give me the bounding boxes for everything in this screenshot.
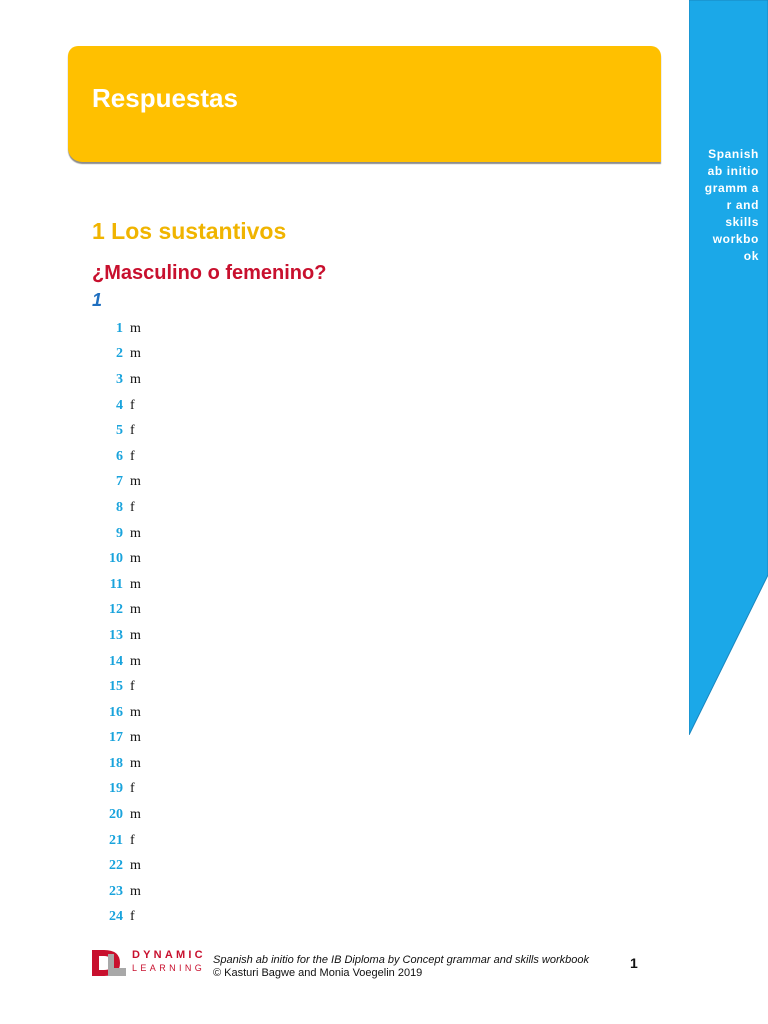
ribbon-line: r and bbox=[726, 198, 759, 212]
answer-row bbox=[100, 674, 300, 700]
answer-number: 4 bbox=[116, 397, 123, 413]
ribbon-shape bbox=[689, 0, 768, 735]
exercise-number: 1 bbox=[92, 290, 103, 310]
ribbon-line: ok bbox=[743, 249, 759, 263]
answer-row bbox=[100, 342, 300, 368]
answer-row bbox=[100, 879, 300, 905]
answer-row bbox=[100, 316, 300, 342]
answer-value: f bbox=[130, 781, 135, 797]
answer-number: 20 bbox=[109, 807, 123, 823]
answer-value: m bbox=[130, 704, 141, 720]
side-ribbon bbox=[689, 0, 768, 735]
answer-value: f bbox=[130, 832, 135, 848]
answer-value: m bbox=[130, 371, 141, 387]
answer-value: f bbox=[130, 397, 135, 413]
answer-number: 22 bbox=[109, 858, 123, 874]
answer-value: m bbox=[130, 602, 141, 618]
answer-row bbox=[100, 367, 300, 393]
answer-row bbox=[100, 802, 300, 828]
answer-number: 8 bbox=[116, 499, 123, 515]
answer-number: 24 bbox=[109, 909, 123, 925]
answer-value: m bbox=[130, 755, 141, 771]
answer-value: f bbox=[130, 909, 135, 925]
answer-value: m bbox=[130, 346, 141, 362]
answer-number: 17 bbox=[109, 730, 123, 746]
logo-word-dynamic: DYNAMIC bbox=[132, 949, 206, 961]
answer-row bbox=[100, 470, 300, 496]
ribbon-line: skills bbox=[725, 215, 759, 229]
answer-row bbox=[100, 623, 300, 649]
answer-number: 15 bbox=[109, 679, 123, 695]
answer-row bbox=[100, 444, 300, 470]
answer-row bbox=[100, 546, 300, 572]
answer-value: f bbox=[130, 423, 135, 439]
answer-number: 1 bbox=[116, 320, 123, 336]
answer-row bbox=[100, 853, 300, 879]
answer-value: f bbox=[130, 448, 135, 464]
answer-value: m bbox=[130, 551, 141, 567]
answer-value: m bbox=[130, 627, 141, 643]
answer-value: m bbox=[130, 858, 141, 874]
answer-number: 21 bbox=[109, 832, 123, 848]
ribbon-line: ab initio bbox=[707, 164, 759, 178]
answer-number: 10 bbox=[109, 551, 123, 567]
answer-number: 19 bbox=[109, 781, 123, 797]
answer-number: 11 bbox=[109, 576, 123, 592]
section-subtitle: ¿Masculino o femenino? bbox=[92, 262, 327, 284]
answer-value: f bbox=[130, 499, 135, 515]
answer-row bbox=[100, 905, 300, 931]
answer-row bbox=[100, 777, 300, 803]
footer-copyright: © Kasturi Bagwe and Monia Voegelin 2019 bbox=[213, 967, 423, 979]
answer-number: 6 bbox=[116, 448, 123, 464]
answer-value: m bbox=[130, 653, 141, 669]
answer-number: 16 bbox=[109, 704, 123, 720]
header-banner bbox=[68, 46, 661, 162]
answer-number: 7 bbox=[116, 474, 123, 490]
answer-number: 23 bbox=[109, 883, 123, 899]
ribbon-line: workbo bbox=[712, 232, 759, 246]
answer-value: m bbox=[130, 730, 141, 746]
answer-value: f bbox=[130, 679, 135, 695]
answer-number: 12 bbox=[109, 602, 123, 618]
answer-row bbox=[100, 393, 300, 419]
page-number: 1 bbox=[630, 955, 638, 971]
answer-number: 13 bbox=[109, 627, 123, 643]
answer-number: 2 bbox=[116, 346, 123, 362]
answer-value: m bbox=[130, 883, 141, 899]
answer-row bbox=[100, 649, 300, 675]
footer-credits bbox=[213, 954, 589, 980]
answer-value: m bbox=[130, 525, 141, 541]
answer-row bbox=[100, 828, 300, 854]
page-title: Respuestas bbox=[92, 83, 238, 113]
answer-value: m bbox=[130, 474, 141, 490]
ribbon-line: gramm a bbox=[704, 181, 759, 195]
answer-list bbox=[100, 316, 300, 930]
answer-value: m bbox=[130, 576, 141, 592]
answer-number: 5 bbox=[116, 423, 123, 439]
logo-word-learning: LEARNING bbox=[132, 963, 206, 973]
answer-number: 9 bbox=[116, 525, 123, 541]
answer-number: 18 bbox=[109, 755, 123, 771]
answer-number: 3 bbox=[116, 371, 123, 387]
answer-row bbox=[100, 495, 300, 521]
answer-value: m bbox=[130, 320, 141, 336]
answer-row bbox=[100, 726, 300, 752]
answer-number: 14 bbox=[109, 653, 123, 669]
ribbon-text bbox=[689, 146, 759, 265]
logo-mark-icon bbox=[90, 948, 128, 978]
answer-row bbox=[100, 572, 300, 598]
answer-row bbox=[100, 700, 300, 726]
answer-row bbox=[100, 418, 300, 444]
section-title: 1 Los sustantivos bbox=[92, 218, 287, 244]
dynamic-learning-logo bbox=[90, 948, 210, 980]
answer-row bbox=[100, 751, 300, 777]
answer-row bbox=[100, 598, 300, 624]
ribbon-line: Spanish bbox=[708, 147, 759, 161]
footer-book-title: Spanish ab initio for the IB Diploma by Concept grammar and skills workbook bbox=[213, 954, 590, 966]
answer-value: m bbox=[130, 807, 141, 823]
answer-row bbox=[100, 521, 300, 547]
